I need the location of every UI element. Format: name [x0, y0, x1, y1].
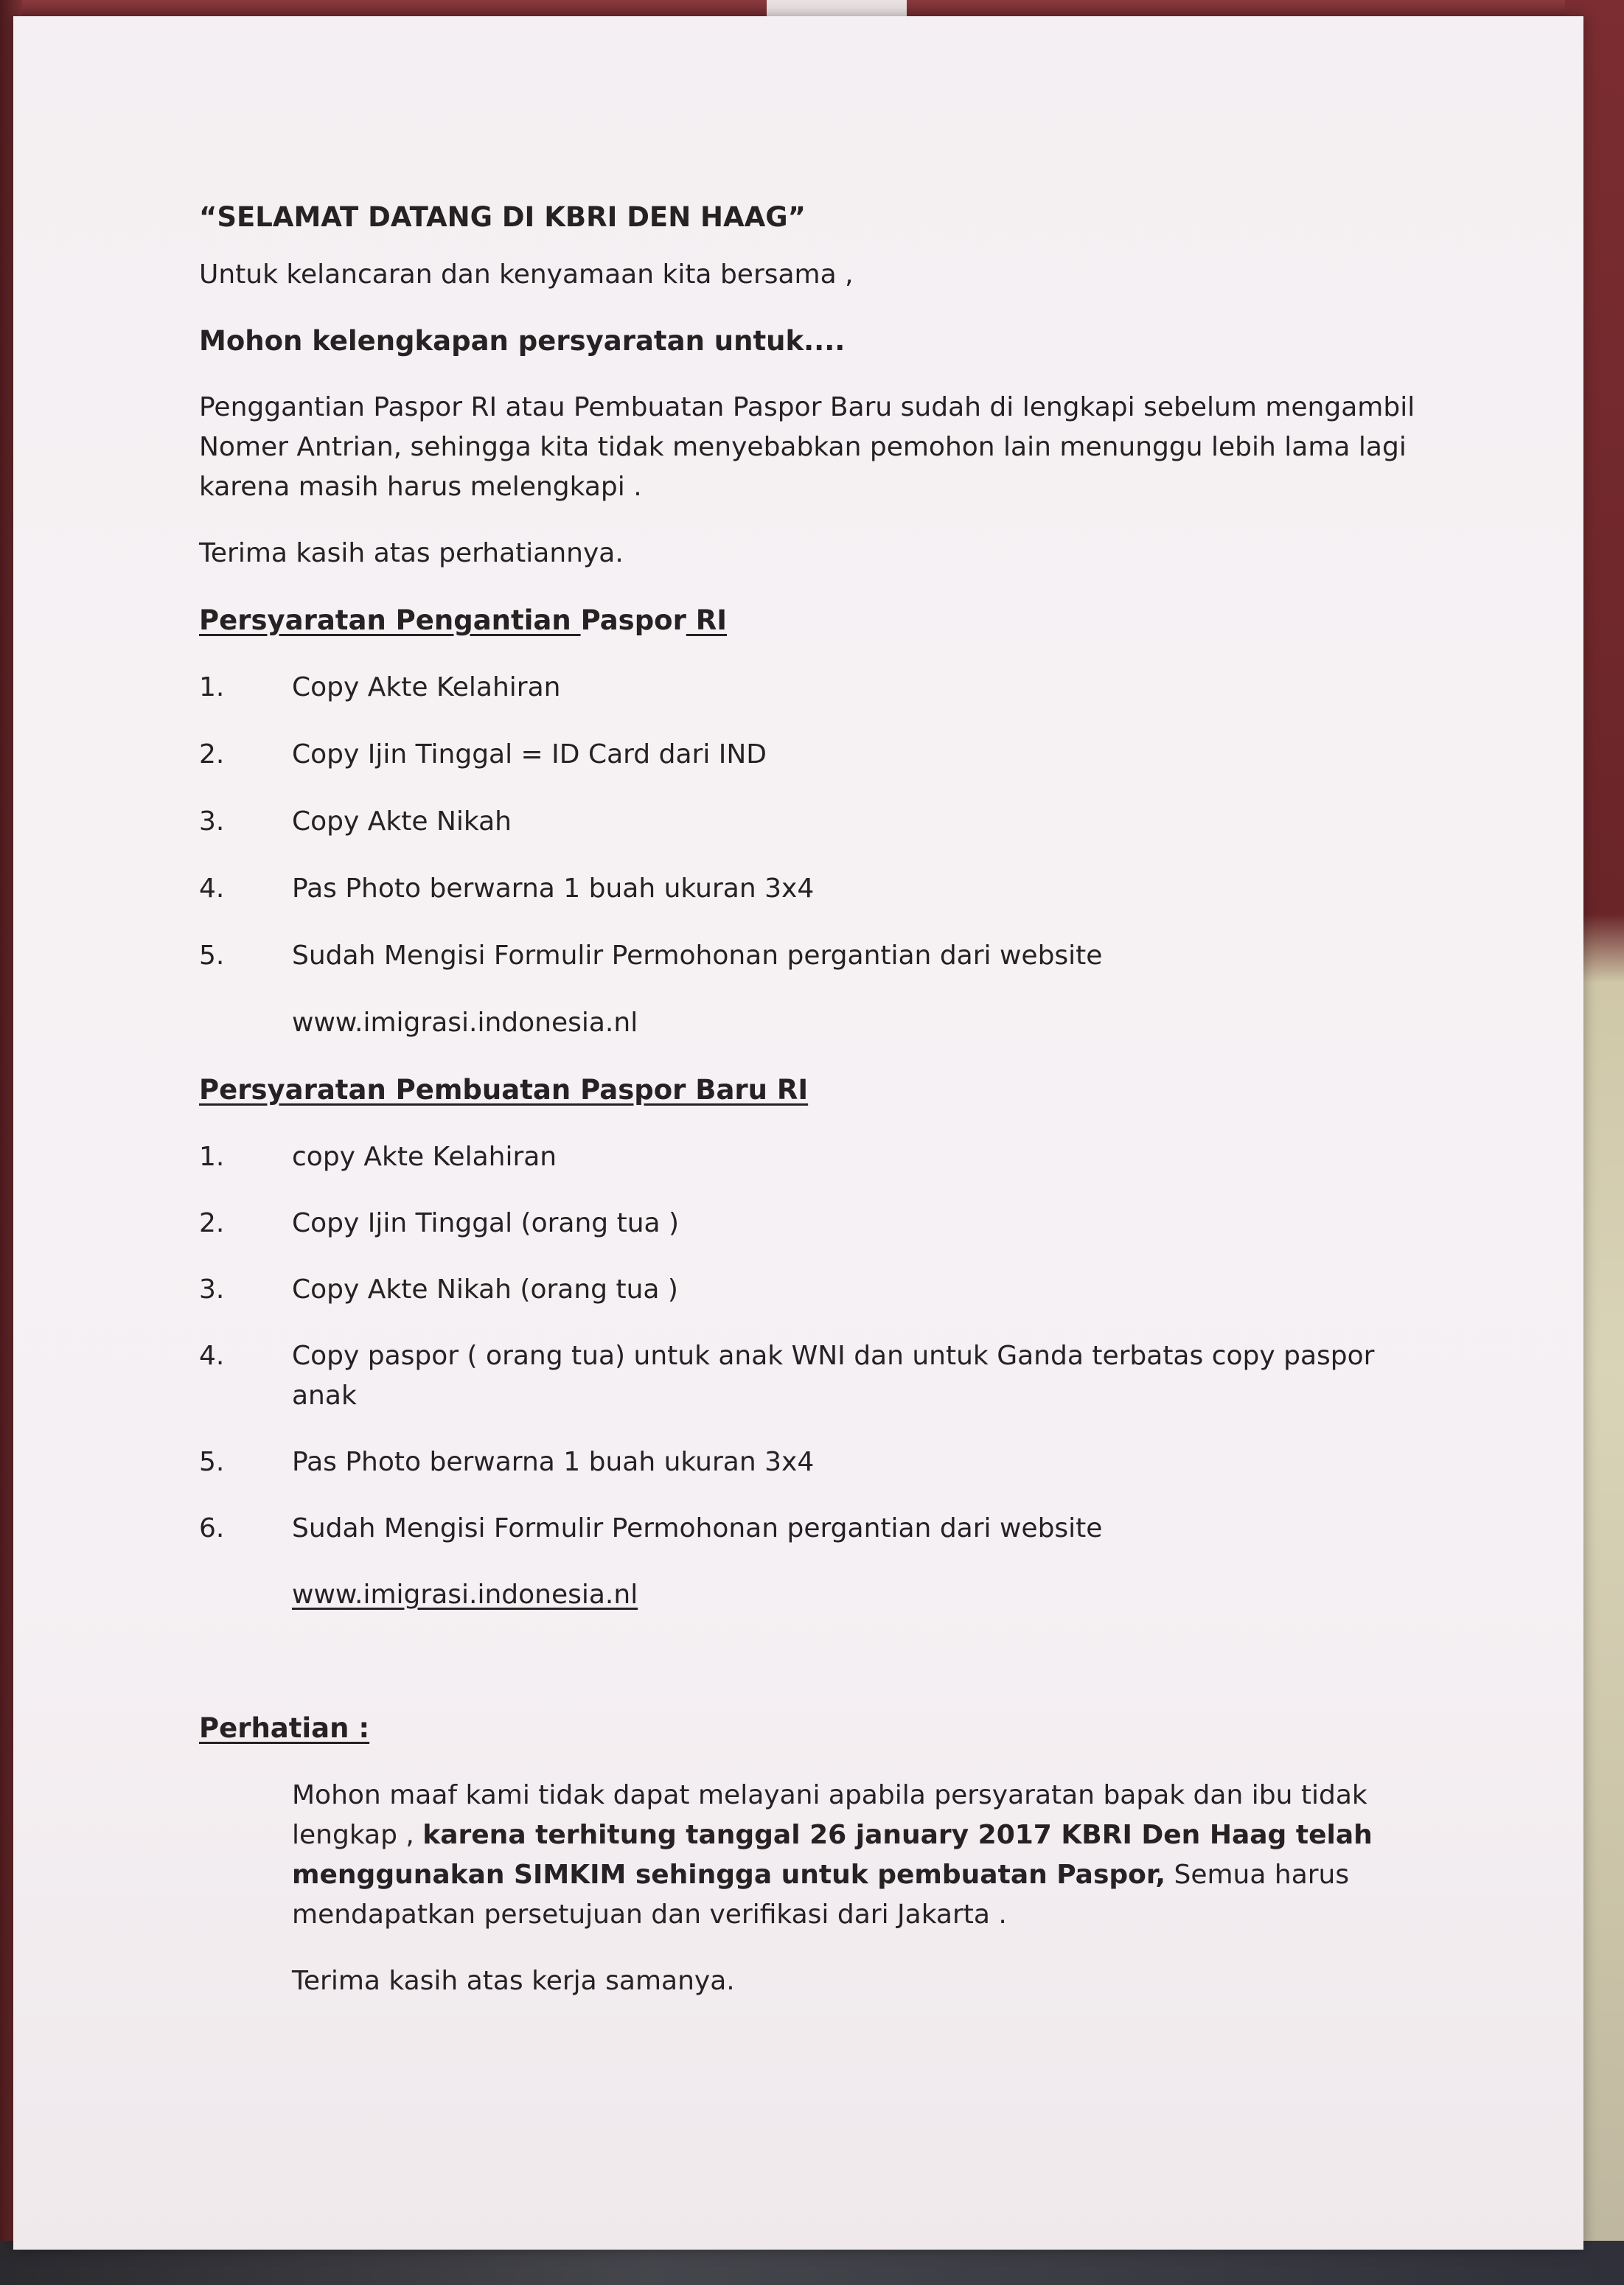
list-number: 4. [199, 873, 225, 904]
list-item [199, 802, 1408, 842]
attention-text-part2: Semua harus mendapatkan persetujuan dan verifikasi dari Jakarta . [292, 1860, 1350, 1930]
list-text: Pas Photo berwarna 1 buah ukuran 3x4 [292, 873, 815, 904]
list-number: 3. [199, 1274, 225, 1305]
paragraph-line: Nomer Antrian, sehingga kita tidak menyebabkan pemohon lain menunggu lebih lama lagi [199, 432, 1407, 462]
list-item [199, 936, 1408, 976]
list-text: Copy Akte Nikah [292, 806, 512, 837]
list-text: Pas Photo berwarna 1 buah ukuran 3x4 [292, 1447, 815, 1477]
closing-text: Terima kasih atas kerja samanya. [292, 1966, 735, 1996]
list-item [199, 869, 1408, 909]
list-number: 3. [199, 806, 225, 837]
list-number: 2. [199, 1208, 225, 1238]
list-item [199, 668, 1408, 708]
attention-text-part1: Mohon maaf kami tidak dapat melayani apabila persyaratan bapak dan ibu tidak lengkap , [292, 1780, 1367, 1850]
list-number: 5. [199, 941, 225, 971]
list-item [199, 1509, 1408, 1549]
website-link-text[interactable]: www.imigrasi.indonesia.nl [292, 1580, 638, 1610]
list-item [199, 1442, 1408, 1482]
notice-content [199, 199, 1415, 2001]
list-text: Sudah Mengisi Formulir Permohonan pergantian dari website [292, 1513, 1103, 1543]
list-text-continuation: anak [292, 1381, 357, 1411]
list-text: Sudah Mengisi Formulir Permohonan pergantian dari website [292, 941, 1103, 971]
list-number: 2. [199, 739, 225, 770]
website-link[interactable]: www.imigrasi.indonesia.nl [292, 1008, 638, 1038]
list-text: Copy Akte Kelahiran [292, 672, 561, 702]
list-item [199, 1204, 1408, 1243]
attention-heading: Perhatian : [199, 1712, 370, 1744]
list-text: Copy Ijin Tinggal = ID Card dari IND [292, 739, 767, 770]
section1-heading [199, 600, 1408, 641]
list-text: copy Akte Kelahiran [292, 1142, 557, 1172]
paragraph [199, 388, 1415, 507]
section1-heading-part3: RI [686, 604, 727, 636]
list-text: Copy Ijin Tinggal (orang tua ) [292, 1208, 680, 1238]
list-number: 4. [199, 1341, 225, 1371]
section1-heading-part1: Persyaratan Pengantian [199, 604, 581, 636]
attention-text [199, 1776, 1383, 1935]
list-text: Copy Akte Nikah (orang tua ) [292, 1274, 678, 1305]
list-text: Copy paspor ( orang tua) untuk anak WNI dan untuk Ganda terbatas copy paspor [292, 1341, 1375, 1371]
list-item [199, 1137, 1408, 1177]
list-text-block [292, 1336, 1408, 1416]
section1-heading-part2: Paspor [580, 604, 686, 636]
thanks-text: Terima kasih atas perhatiannya. [199, 538, 624, 568]
list-number: 1. [199, 672, 225, 702]
list-item [199, 1336, 1408, 1416]
section2-heading: Persyaratan Pembuatan Paspor Baru RI [199, 1074, 809, 1106]
intro-text: Untuk kelancaran dan kenyamaan kita bersama , [199, 259, 854, 290]
list-number: 1. [199, 1142, 225, 1172]
list-item [199, 735, 1408, 775]
request-text: Mohon kelengkapan persyaratan untuk.... [199, 325, 846, 357]
paragraph-line: karena masih harus melengkapi . [199, 472, 642, 502]
notice-title: “SELAMAT DATANG DI KBRI DEN HAAG” [199, 201, 806, 233]
paper-sheet [13, 16, 1583, 2250]
list-item [199, 1270, 1408, 1310]
paragraph-line: Penggantian Paspor RI atau Pembuatan Paspor Baru sudah di lengkapi sebelum mengambil [199, 392, 1415, 422]
list-number: 5. [199, 1447, 225, 1477]
list-number: 6. [199, 1513, 225, 1543]
attention-text-bold: karena terhitung tanggal 26 january 2017 KBRI Den Haag telah menggunakan SIMKIM sehingga untuk pembuatan Paspor, [292, 1820, 1373, 1890]
website-link[interactable] [199, 1575, 1408, 1615]
